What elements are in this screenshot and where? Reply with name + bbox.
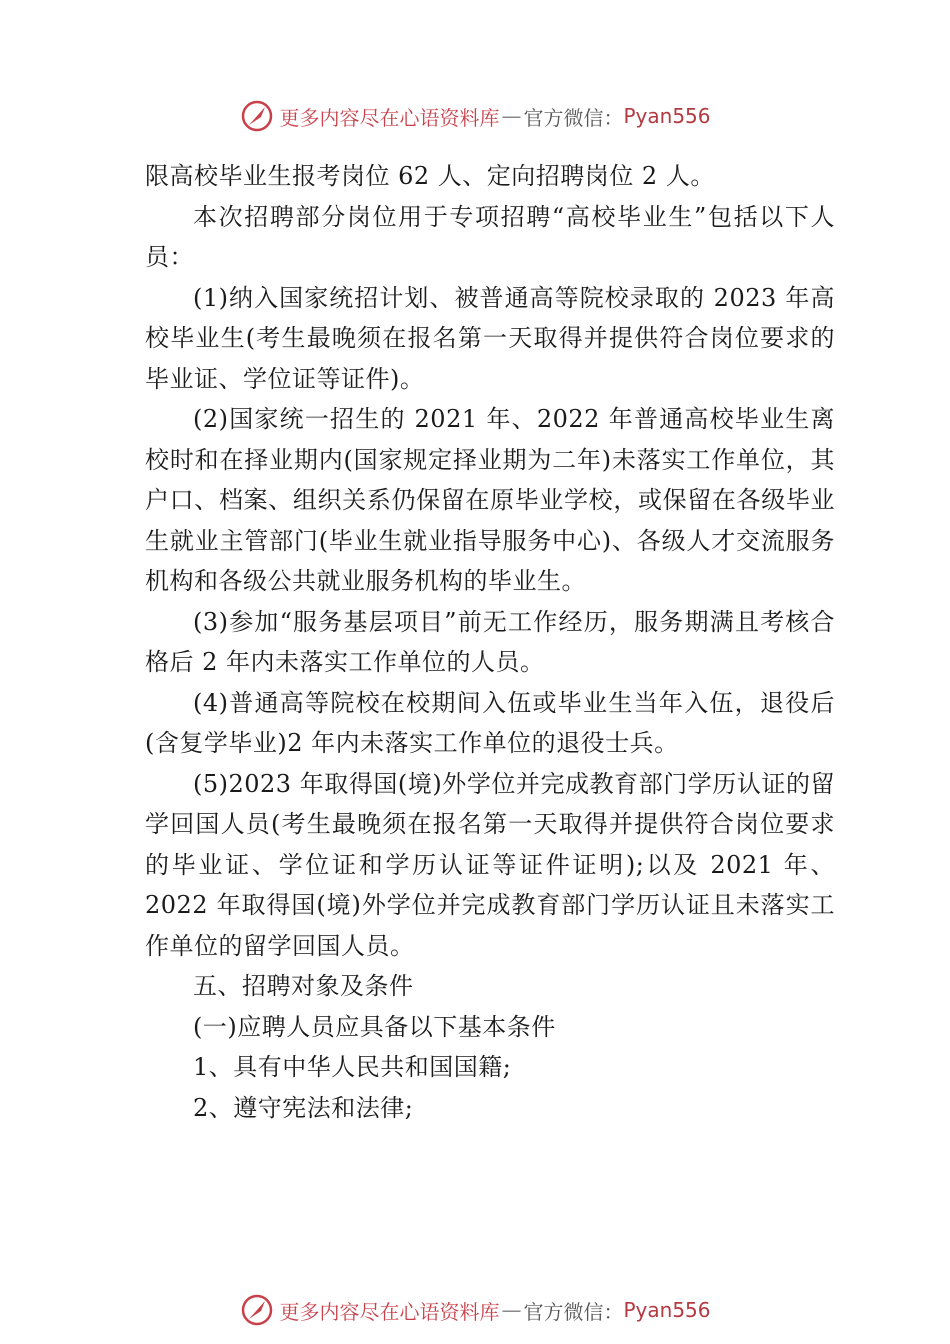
watermark-brand: 更多内容尽在心语资料库 — [279, 105, 500, 130]
watermark-dash: — — [501, 104, 522, 128]
condition-1: 1、具有中华人民共和国国籍; — [193, 1053, 512, 1081]
watermark-wechat-id: Pyan556 — [623, 1298, 711, 1322]
paragraph-item-1: (1)纳入国家统招计划、被普通高等院校录取的 2023 年高校毕业生(考生最晚须在报名第一天取得并提供符合岗位要求的毕业证、学位证等证件)。 — [145, 283, 835, 393]
subsection-heading: (一)应聘人员应具备以下基本条件 — [193, 1012, 556, 1041]
watermark-brand: 更多内容尽在心语资料库 — [279, 1299, 500, 1324]
watermark-dash: — — [501, 1298, 522, 1322]
paragraph-item-3: (3)参加“服务基层项目”前无工作经历，服务期满且考核合格后 2 年内未落实工作单位的人员。 — [145, 607, 835, 676]
header-watermark — [0, 96, 950, 136]
condition-2: 2、遵守宪法和法律; — [193, 1093, 414, 1122]
watermark-wechat-label: 官方微信： — [523, 1299, 624, 1324]
footer-watermark — [0, 1290, 950, 1330]
paragraph-item-2: (2)国家统一招生的 2021 年、2022 年普通高校毕业生离校时和在择业期内(国家规定择业期为二年)未落实工作单位，其户口、档案、组织关系仍保留在原毕业学校，或保留在各级毕业生就业主管部门(毕业生就业指导服务中心)、各级人才交流服务机构和各级公共就业服务机构的毕业生。 — [145, 405, 835, 595]
watermark-wechat-id: Pyan556 — [623, 104, 711, 128]
paragraph-intro: 本次招聘部分岗位用于专项招聘“高校毕业生”包括以下人员： — [145, 202, 835, 271]
quill-logo-icon — [239, 1292, 275, 1328]
quill-logo-icon — [239, 98, 275, 134]
document-body — [145, 156, 835, 1128]
paragraph-item-5: (5)2023 年取得国(境)外学位并完成教育部门学历认证的留学回国人员(考生最晚须在报名第一天取得并提供符合岗位要求的毕业证、学位证和学历认证等证件证明);以及 2021 年、2022 年取得国(境)外学位并完成教育部门学历认证且未落实工作单位的留学回国人员。 — [145, 769, 835, 960]
paragraph-item-4: (4)普通高等院校在校期间入伍或毕业生当年入伍，退役后(含复学毕业)2 年内未落实工作单位的退役士兵。 — [145, 688, 835, 757]
paragraph-continuation: 限高校毕业生报考岗位 62 人、定向招聘岗位 2 人。 — [145, 162, 715, 190]
section-heading: 五、招聘对象及条件 — [193, 972, 414, 1000]
watermark-wechat-label: 官方微信： — [523, 105, 624, 130]
